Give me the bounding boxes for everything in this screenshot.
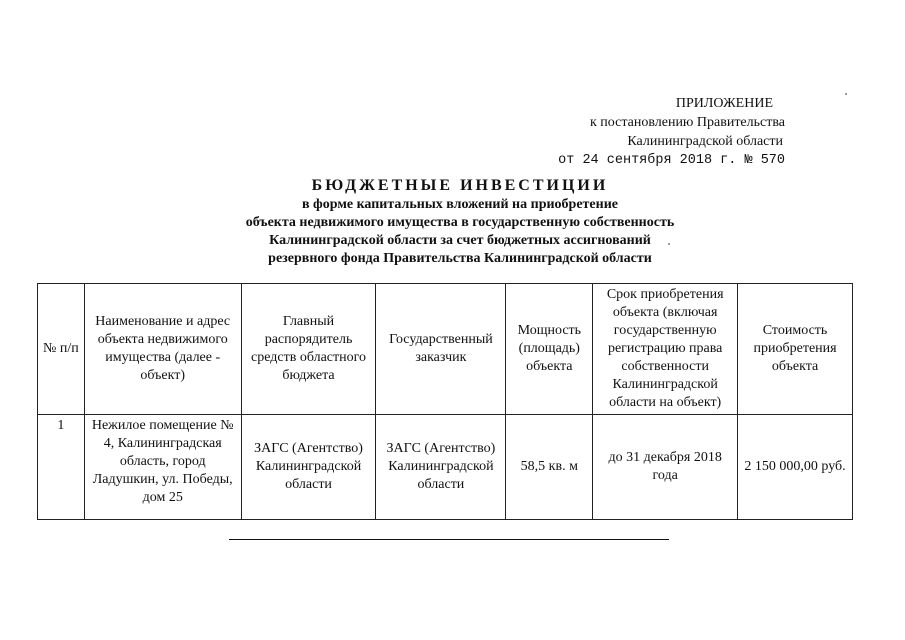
heading-line-3: Калининградской области за счет бюджетных ассигнований	[269, 233, 651, 248]
heading-title: БЮДЖЕТНЫЕ ИНВЕСТИЦИИ	[311, 177, 609, 194]
scan-speck	[845, 93, 847, 95]
appendix-date-number: от 24 сентября 2018 г. № 570	[558, 153, 785, 168]
document-heading	[160, 176, 760, 268]
closing-line	[229, 539, 669, 540]
header-number: № п/п	[38, 284, 85, 415]
header-budget-manager: Главный распорядитель средств областного бюджета	[241, 284, 376, 415]
header-object-name: Наименование и адрес объекта недвижимого имущества (далее - объект)	[84, 284, 241, 415]
cell-cost: 2 150 000,00 руб.	[738, 415, 853, 520]
appendix-resolution-line: к постановлению Правительства	[589, 115, 785, 130]
cell-customer: ЗАГС (Агентство) Калининградской области	[376, 415, 506, 520]
heading-line-4: резервного фонда Правительства Калининградской области	[268, 251, 652, 266]
heading-line-2: объекта недвижимого имущества в государственную собственность	[245, 215, 675, 230]
cell-capacity: 58,5 кв. м	[506, 415, 593, 520]
scan-speck	[668, 243, 670, 245]
cell-budget-manager: ЗАГС (Агентство) Калининградской области	[241, 415, 376, 520]
appendix-title: ПРИЛОЖЕНИЕ	[675, 96, 773, 111]
table-header-row	[38, 284, 853, 415]
investment-table	[37, 283, 853, 520]
cell-acquisition-term: до 31 декабря 2018 года	[593, 415, 738, 520]
table-row	[38, 415, 853, 520]
header-customer: Государственный заказчик	[376, 284, 506, 415]
cell-number: 1	[38, 415, 85, 520]
header-acquisition-term: Срок приобретения объекта (включая государственную регистрацию права собственности Калининградской области на объект)	[593, 284, 738, 415]
header-cost: Стоимость приобретения объекта	[738, 284, 853, 415]
heading-line-1: в форме капитальных вложений на приобретение	[302, 197, 618, 212]
appendix-block	[525, 94, 785, 170]
cell-object-name: Нежилое помещение № 4, Калининградская область, город Ладушкин, ул. Победы, дом 25	[84, 415, 241, 520]
appendix-region-line: Калининградской области	[627, 134, 783, 149]
header-capacity: Мощность (площадь) объекта	[506, 284, 593, 415]
